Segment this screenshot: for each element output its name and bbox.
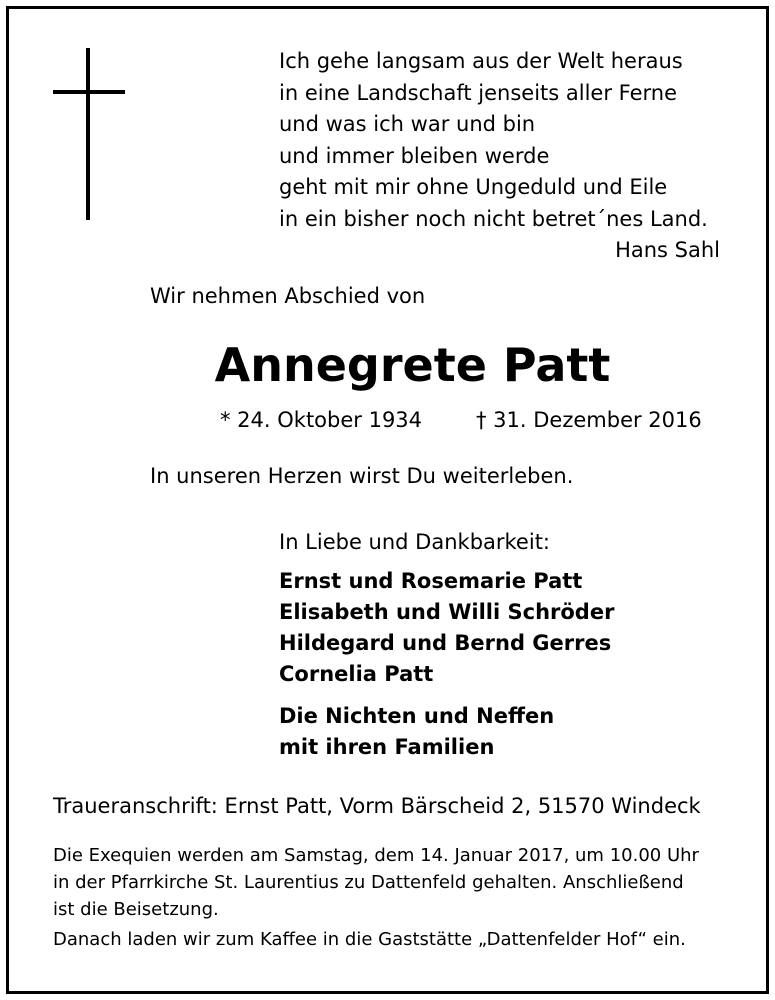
farewell-intro: Wir nehmen Abschied von — [150, 284, 426, 308]
birth-date: * 24. Oktober 1934 — [220, 408, 423, 432]
coffee-invitation: Danach laden wir zum Kaffee in die Gaststätte „Dattenfelder Hof“ ein. — [53, 929, 686, 950]
mourner-name: Elisabeth und Willi Schröder — [279, 600, 615, 624]
cross-horizontal-bar — [53, 90, 125, 94]
group-spacer — [279, 690, 614, 701]
mourning-address: Traueranschrift: Ernst Patt, Vorm Bärscheid 2, 51570 Windeck — [53, 794, 701, 818]
service-note-line: ist die Beisetzung. — [53, 899, 219, 920]
deceased-name: Annegrete Patt — [214, 338, 611, 392]
mourners-heading: In Liebe und Dankbarkeit: — [279, 530, 551, 554]
memorial-motto: In unseren Herzen wirst Du weiterleben. — [150, 464, 574, 488]
mourner-name: Hildegard und Bernd Gerres — [279, 631, 612, 655]
poem-line: geht mit mir ohne Ungeduld und Eile — [279, 175, 668, 199]
mourners-block — [279, 530, 614, 763]
service-note-line: in der Pfarrkirche St. Laurentius zu Dattenfeld gehalten. Anschließend — [53, 872, 684, 893]
service-note-line: Die Exequien werden am Samstag, dem 14. Januar 2017, um 10.00 Uhr — [53, 845, 699, 866]
relatives-line: mit ihren Familien — [279, 735, 495, 759]
poem-line: Ich gehe langsam aus der Welt heraus — [279, 49, 683, 73]
poem-line: und immer bleiben werde — [279, 143, 550, 168]
death-date: † 31. Dezember 2016 — [476, 408, 702, 432]
mourner-name: Ernst und Rosemarie Patt — [279, 569, 583, 593]
poem-line: in ein bisher noch nicht betret´nes Land. — [279, 206, 708, 231]
cross-vertical-bar — [86, 48, 90, 220]
poem-author: Hans Sahl — [615, 238, 720, 262]
relatives-line: Die Nichten und Neffen — [279, 704, 555, 728]
poem-line: in eine Landschaft jenseits aller Ferne — [279, 80, 678, 105]
poem-line: und was ich war und bin — [279, 112, 536, 136]
service-note — [53, 842, 699, 923]
poem — [279, 46, 708, 235]
mourner-name: Cornelia Patt — [279, 662, 434, 686]
